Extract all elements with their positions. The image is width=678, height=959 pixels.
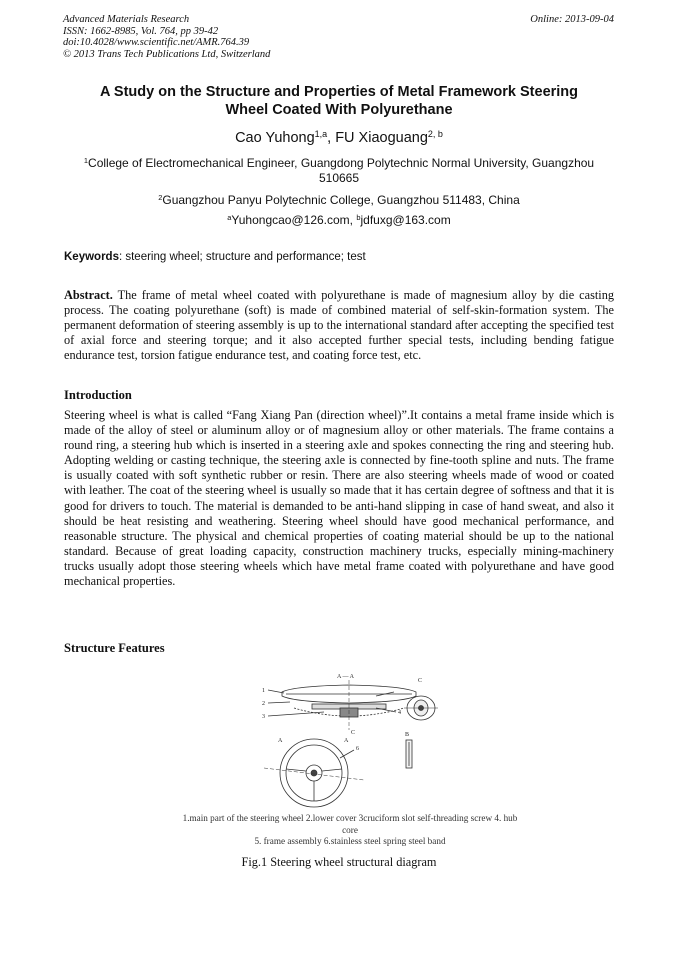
affiliation-1: [60, 156, 618, 186]
leader-line: [268, 712, 324, 716]
author-name: FU Xiaoguang: [335, 130, 428, 146]
figure-label: 6: [356, 746, 359, 752]
journal-copyright: © 2013 Trans Tech Publications Ltd, Switzerland: [63, 48, 271, 60]
author-affiliation-mark: 2, b: [427, 129, 443, 140]
figure-label: C: [418, 678, 423, 684]
wheel-hub-core: [311, 770, 317, 776]
wheel-spoke: [322, 769, 342, 771]
affiliation-2: [60, 193, 618, 208]
figure-legend-line: 1.main part of the steering wheel 2.lower cover 3cruciform slot self-threading screw 4. hub: [182, 813, 518, 823]
online-date: Online: 2013-09-04: [530, 14, 614, 25]
section-heading-introduction: Introduction: [64, 388, 132, 402]
figure-label: C: [351, 730, 356, 736]
affiliation-text: 510665: [318, 171, 360, 185]
email-mark: b: [356, 212, 361, 222]
leader-line: [268, 702, 290, 703]
figure-label: A — A: [337, 674, 355, 680]
author-emails: [60, 213, 618, 228]
abstract-text: The frame of metal wheel coated with polyurethane is made of magnesium alloy by die casting process. The coating polyurethane (soft) is made of combined material of self-skin-formation system. The permanent deformation of steering assembly is up to the international standard after accepting the specified test of axial force and steering torque; and it also accepted further special tests, including bending fatigue endurance test, torsion fatigue endurance test, and coating force test, etc.: [64, 288, 614, 363]
journal-doi: doi:10.4028/www.scientific.net/AMR.764.39: [63, 37, 250, 48]
paper-title: [60, 83, 618, 119]
figure-caption: Fig.1 Steering wheel structural diagram: [241, 855, 437, 869]
figure-legend-line: 5. frame assembly 6.stainless steel spring steel band: [254, 836, 446, 846]
affiliation-mark: 1: [83, 155, 89, 165]
wheel-spoke: [286, 769, 306, 771]
figure-label: 3: [262, 714, 265, 720]
section-heading-structure: Structure Features: [64, 641, 165, 655]
journal-header: [63, 14, 270, 60]
affiliation-mark: 2: [158, 192, 163, 202]
author-affiliation-mark: 1,a: [314, 129, 328, 140]
figure-label: 2: [262, 701, 265, 707]
leader-line: [268, 690, 284, 693]
introduction-paragraph: Steering wheel is what is called “Fang Xiang Pan (direction wheel)”.It contains a metal frame inside which is made of the alloy of steel or aluminum alloy or of magnesium alloy or other materials. The frame contains a round ring, a steering hub which is inserted in a steering axle and spokes connecting the ring and steering hub. Adopting welding or casting technique, the steering axle is connected by fine-tooth spline and nuts. The frame is usually coated with soft synthetic rubber or resin. There are also steering wheels made of wood or coated with leather. The coat of the steering wheel is usually so made that it has certain degree of softness and that it is good for drivers to touch. The material is demanded to be anti-hand slipping in case of hand sweat, and also it should be heat resisting and weathering. Steering wheel should have good mechanical performance, and reasonable structure. The physical and chemical properties of coating material should be up to the national standard. Because of great loading capacity, construction machinery trucks, especially mining-machinery trucks usually adopt those steering wheels which have metal frame coated with polyurethane and have good mechanical properties.: [64, 408, 614, 589]
author-list: [60, 130, 618, 146]
affiliation-text: College of Electromechanical Engineer, Guangdong Polytechnic Normal University, Guangzhou: [88, 156, 595, 170]
figure-legend: [150, 813, 550, 848]
journal-name: Advanced Materials Research: [63, 14, 190, 25]
figure-label: A: [344, 738, 349, 744]
paper-title-line2: Wheel Coated With Polyurethane: [225, 102, 453, 118]
keywords: [64, 251, 616, 263]
keywords-text: : steering wheel; structure and performance; test: [118, 251, 366, 263]
figure-label: 4: [398, 710, 401, 716]
abstract-label: Abstract.: [64, 288, 113, 302]
steering-wheel-diagram: [254, 668, 454, 810]
author-name: Cao Yuhong: [235, 130, 315, 146]
email-address: Yuhongcao@126.com,: [231, 213, 357, 227]
keywords-label: Keywords: [64, 251, 119, 263]
journal-issn: ISSN: 1662-8985, Vol. 764, pp 39-42: [63, 25, 219, 37]
author-separator: ,: [327, 130, 336, 146]
email-mark: a: [227, 212, 232, 222]
figure-label: 1: [262, 688, 265, 694]
affiliation-text: Guangzhou Panyu Polytechnic College, Guangzhou 511483, China: [162, 193, 520, 207]
email-address: jdfuxg@163.com: [360, 213, 451, 227]
paper-title-line1: A Study on the Structure and Properties of Metal Framework Steering: [99, 84, 579, 100]
figure-legend-line: core: [342, 824, 358, 835]
figure-label: B: [405, 732, 410, 738]
abstract: [64, 288, 614, 363]
figure-label: A: [278, 738, 283, 744]
